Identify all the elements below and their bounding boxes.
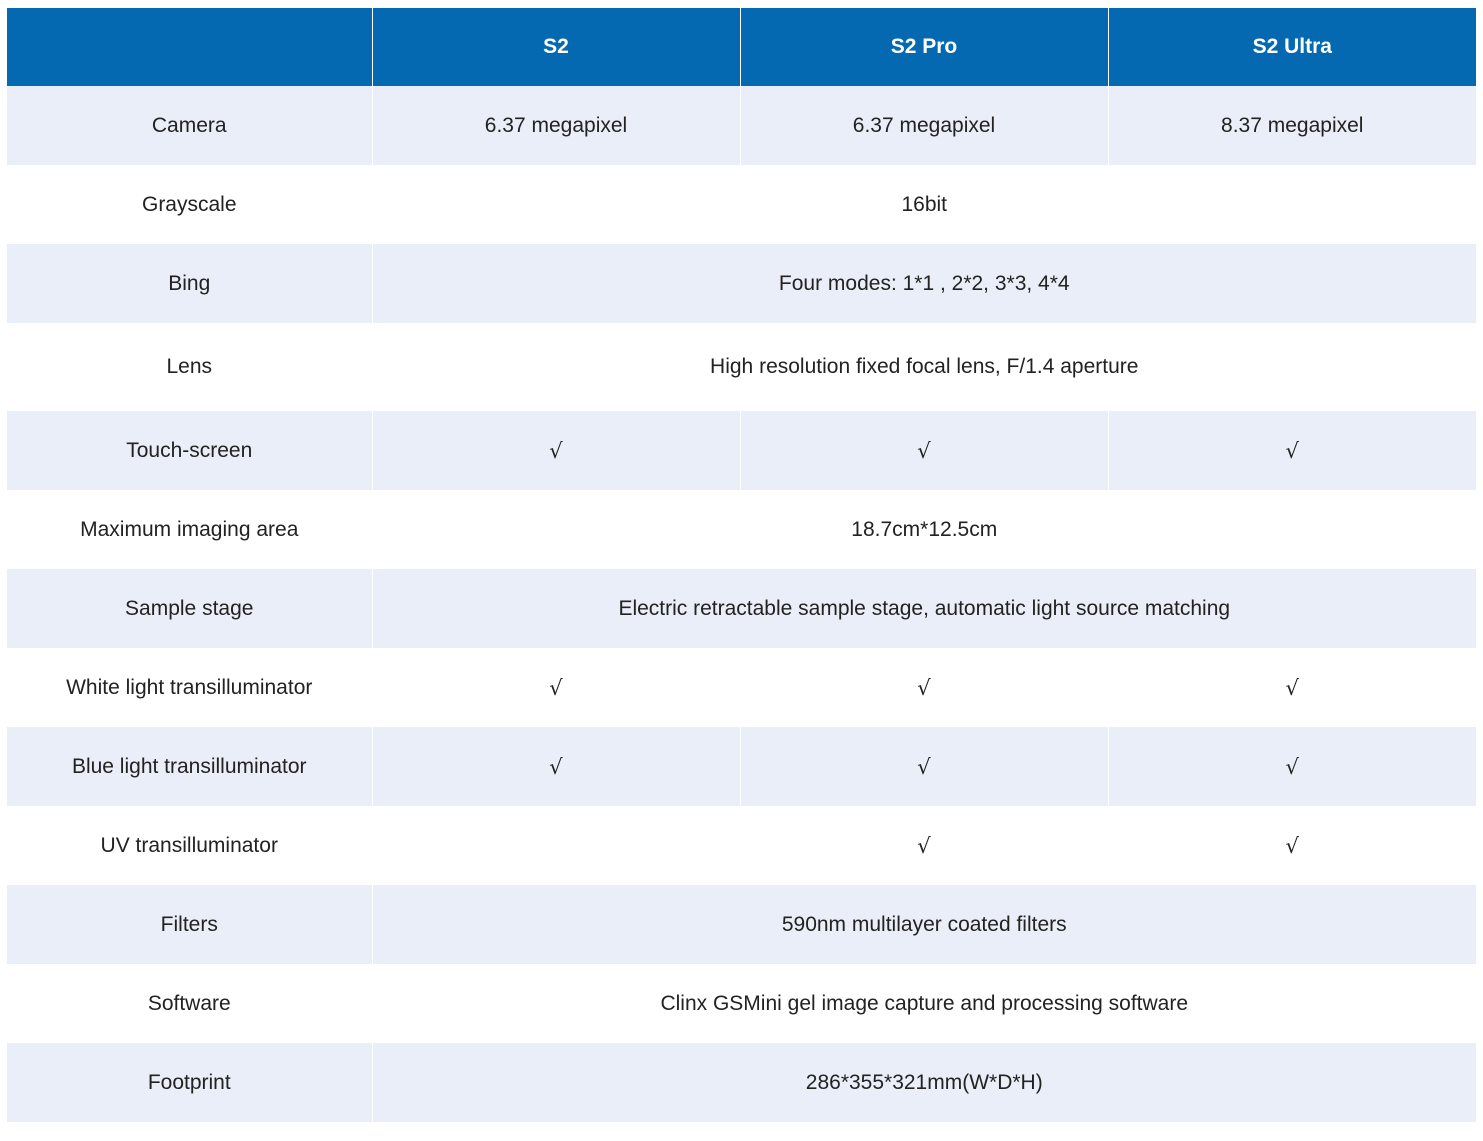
merged-cell: 590nm multilayer coated filters xyxy=(372,885,1476,964)
spec-comparison-table xyxy=(7,8,1476,1122)
row-label: White light transilluminator xyxy=(7,648,372,727)
merged-cell: 16bit xyxy=(372,165,1476,244)
check-mark-s2 xyxy=(372,806,740,885)
check-mark-s2: √ xyxy=(372,411,740,490)
table-row-software xyxy=(7,964,1476,1043)
table-row-lens xyxy=(7,323,1476,411)
table-row-blue-light-transilluminator xyxy=(7,727,1476,806)
row-label: Maximum imaging area xyxy=(7,490,372,569)
check-mark-s2-pro: √ xyxy=(740,727,1108,806)
cell-s2-ultra: 8.37 megapixel xyxy=(1108,86,1476,165)
row-label: UV transilluminator xyxy=(7,806,372,885)
header-model-s2-ultra: S2 Ultra xyxy=(1108,8,1476,86)
row-label: Filters xyxy=(7,885,372,964)
row-label: Software xyxy=(7,964,372,1043)
merged-cell: Four modes: 1*1 , 2*2, 3*3, 4*4 xyxy=(372,244,1476,323)
row-label: Touch-screen xyxy=(7,411,372,490)
table-row-uv-transilluminator xyxy=(7,806,1476,885)
check-mark-s2-ultra: √ xyxy=(1108,411,1476,490)
cell-s2: 6.37 megapixel xyxy=(372,86,740,165)
check-mark-s2-ultra: √ xyxy=(1108,648,1476,727)
merged-cell: High resolution fixed focal lens, F/1.4 aperture xyxy=(372,323,1476,411)
table-row-camera xyxy=(7,86,1476,165)
merged-cell: Clinx GSMini gel image capture and processing software xyxy=(372,964,1476,1043)
table-row-bing xyxy=(7,244,1476,323)
check-mark-s2-ultra: √ xyxy=(1108,727,1476,806)
table-header-row xyxy=(7,8,1476,86)
check-mark-s2: √ xyxy=(372,727,740,806)
header-corner-cell xyxy=(7,8,372,86)
table-row-touch-screen xyxy=(7,411,1476,490)
header-model-s2: S2 xyxy=(372,8,740,86)
merged-cell: 18.7cm*12.5cm xyxy=(372,490,1476,569)
table-row-sample-stage xyxy=(7,569,1476,648)
check-mark-s2-pro: √ xyxy=(740,806,1108,885)
check-mark-s2: √ xyxy=(372,648,740,727)
row-label: Footprint xyxy=(7,1043,372,1122)
merged-cell: 286*355*321mm(W*D*H) xyxy=(372,1043,1476,1122)
check-mark-s2-ultra: √ xyxy=(1108,806,1476,885)
table-row-maximum-imaging-area xyxy=(7,490,1476,569)
row-label: Lens xyxy=(7,323,372,411)
row-label: Sample stage xyxy=(7,569,372,648)
row-label: Camera xyxy=(7,86,372,165)
header-model-s2-pro: S2 Pro xyxy=(740,8,1108,86)
row-label: Bing xyxy=(7,244,372,323)
table-row-filters xyxy=(7,885,1476,964)
cell-s2-pro: 6.37 megapixel xyxy=(740,86,1108,165)
table-row-grayscale xyxy=(7,165,1476,244)
table-row-white-light-transilluminator xyxy=(7,648,1476,727)
table-row-footprint xyxy=(7,1043,1476,1122)
check-mark-s2-pro: √ xyxy=(740,648,1108,727)
merged-cell: Electric retractable sample stage, automatic light source matching xyxy=(372,569,1476,648)
row-label: Grayscale xyxy=(7,165,372,244)
check-mark-s2-pro: √ xyxy=(740,411,1108,490)
row-label: Blue light transilluminator xyxy=(7,727,372,806)
